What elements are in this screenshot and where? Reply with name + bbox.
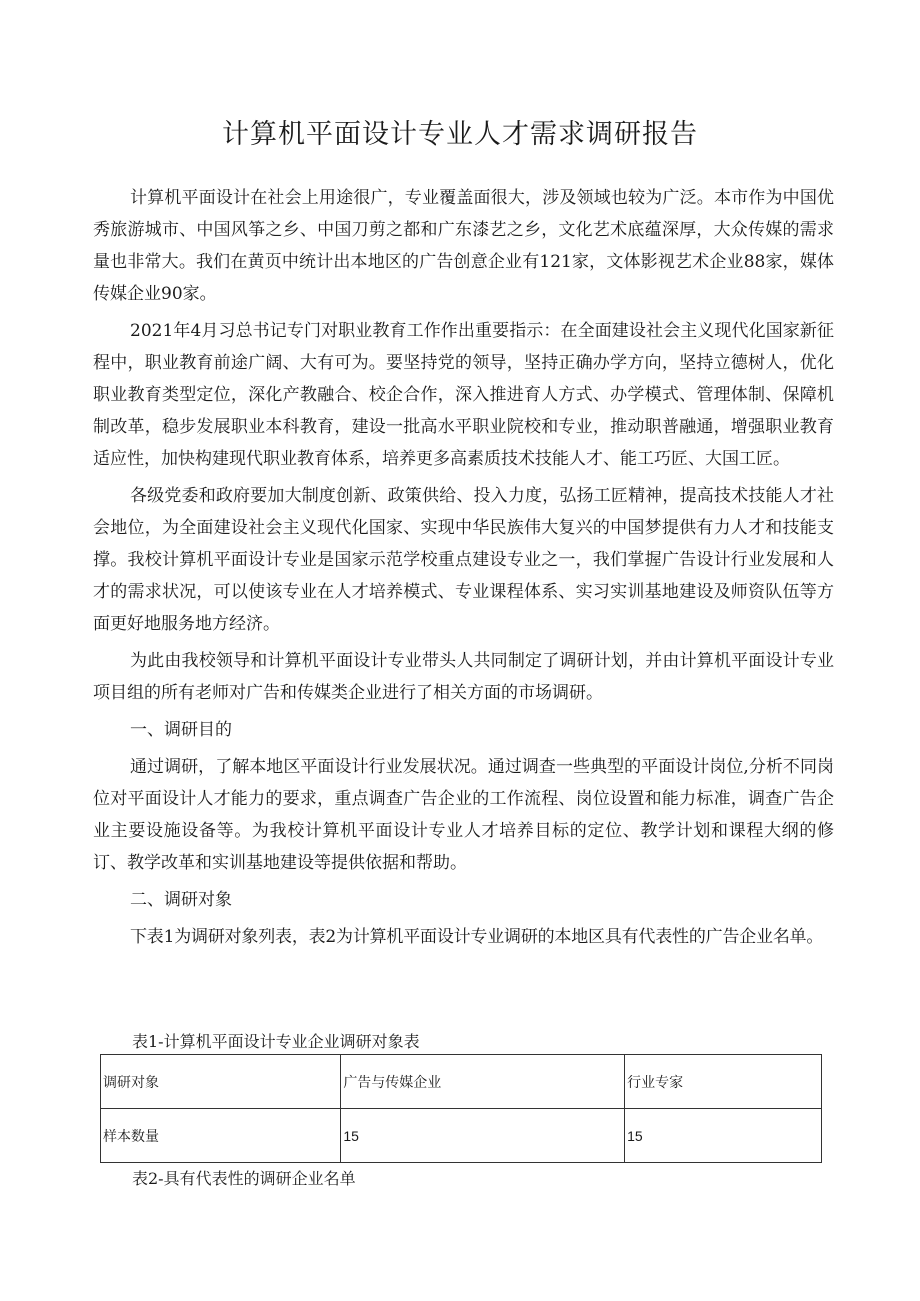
paragraph-purpose: 通过调研，了解本地区平面设计行业发展状况。通过调查一些典型的平面设计岗位,分析不同岗位对平面设计人才能力的要求，重点调查广告企业的工作流程、岗位设置和能力标准，调查广告企业主要设施设备等。为我校计算机平面设计专业人才培养目标的定位、教学计划和课程大纲的修订、教学改革和实训基地建设等提供依据和帮助。 — [93, 757, 834, 873]
table-cell: 15 — [341, 1109, 625, 1163]
table-row — [101, 1109, 822, 1163]
table-cell: 15 — [625, 1109, 822, 1163]
document-body — [93, 182, 834, 958]
table-row — [101, 1055, 822, 1109]
paragraph-plan: 为此由我校领导和计算机平面设计专业带头人共同制定了调研计划，并由计算机平面设计专业项目组的所有老师对广告和传媒类企业进行了相关方面的市场调研。 — [93, 651, 834, 703]
table1-caption: 表1-计算机平面设计专业企业调研对象表 — [132, 1032, 420, 1051]
table2-caption: 表2-具有代表性的调研企业名单 — [132, 1169, 356, 1188]
paragraph-intro: 计算机平面设计在社会上用途很广，专业覆盖面很大，涉及领域也较为广泛。本市作为中国优秀旅游城市、中国风筝之乡、中国刀剪之都和广东漆艺之乡，文化艺术底蕴深厚，大众传媒的需求量也非常大。我们在黄页中统计出本地区的广告创意企业有121家，文体影视艺术企业88家，媒体传媒企业90家。 — [93, 188, 834, 304]
section-heading-subjects: 二、调研对象 — [130, 890, 232, 910]
table-cell: 广告与传媒企业 — [341, 1055, 625, 1109]
table-cell: 行业专家 — [625, 1055, 822, 1109]
document-title: 计算机平面设计专业人才需求调研报告 — [222, 119, 698, 150]
table-cell: 调研对象 — [101, 1055, 341, 1109]
table-cell: 样本数量 — [101, 1109, 341, 1163]
paragraph-policy: 各级党委和政府要加大制度创新、政策供给、投入力度，弘扬工匠精神，提高技术技能人才社会地位，为全面建设社会主义现代化国家、实现中华民族伟大复兴的中国梦提供有力人才和技能支撑。我校计算机平面设计专业是国家示范学校重点建设专业之一，我们掌握广告设计行业发展和人才的需求状况，可以使该专业在人才培养模式、专业课程体系、实习实训基地建设及师资队伍等方面更好地服务地方经济。 — [93, 486, 834, 634]
paragraph-directive: 2021年4月习总书记专门对职业教育工作作出重要指示：在全面建设社会主义现代化国家新征程中，职业教育前途广阔、大有可为。要坚持党的领导，坚持正确办学方向，坚持立德树人，优化职业教育类型定位，深化产教融合、校企合作，深入推进育人方式、办学模式、管理体制、保障机制改革，稳步发展职业本科教育，建设一批高水平职业院校和专业，推动职普融通，增强职业教育适应性，加快构建现代职业教育体系，培养更多高素质技术技能人才、能工巧匠、大国工匠。 — [93, 321, 834, 469]
paragraph-subjects: 下表1为调研对象列表，表2为计算机平面设计专业调研的本地区具有代表性的广告企业名单。 — [130, 927, 824, 947]
survey-subjects-table — [100, 1054, 822, 1163]
section-heading-purpose: 一、调研目的 — [130, 720, 232, 740]
